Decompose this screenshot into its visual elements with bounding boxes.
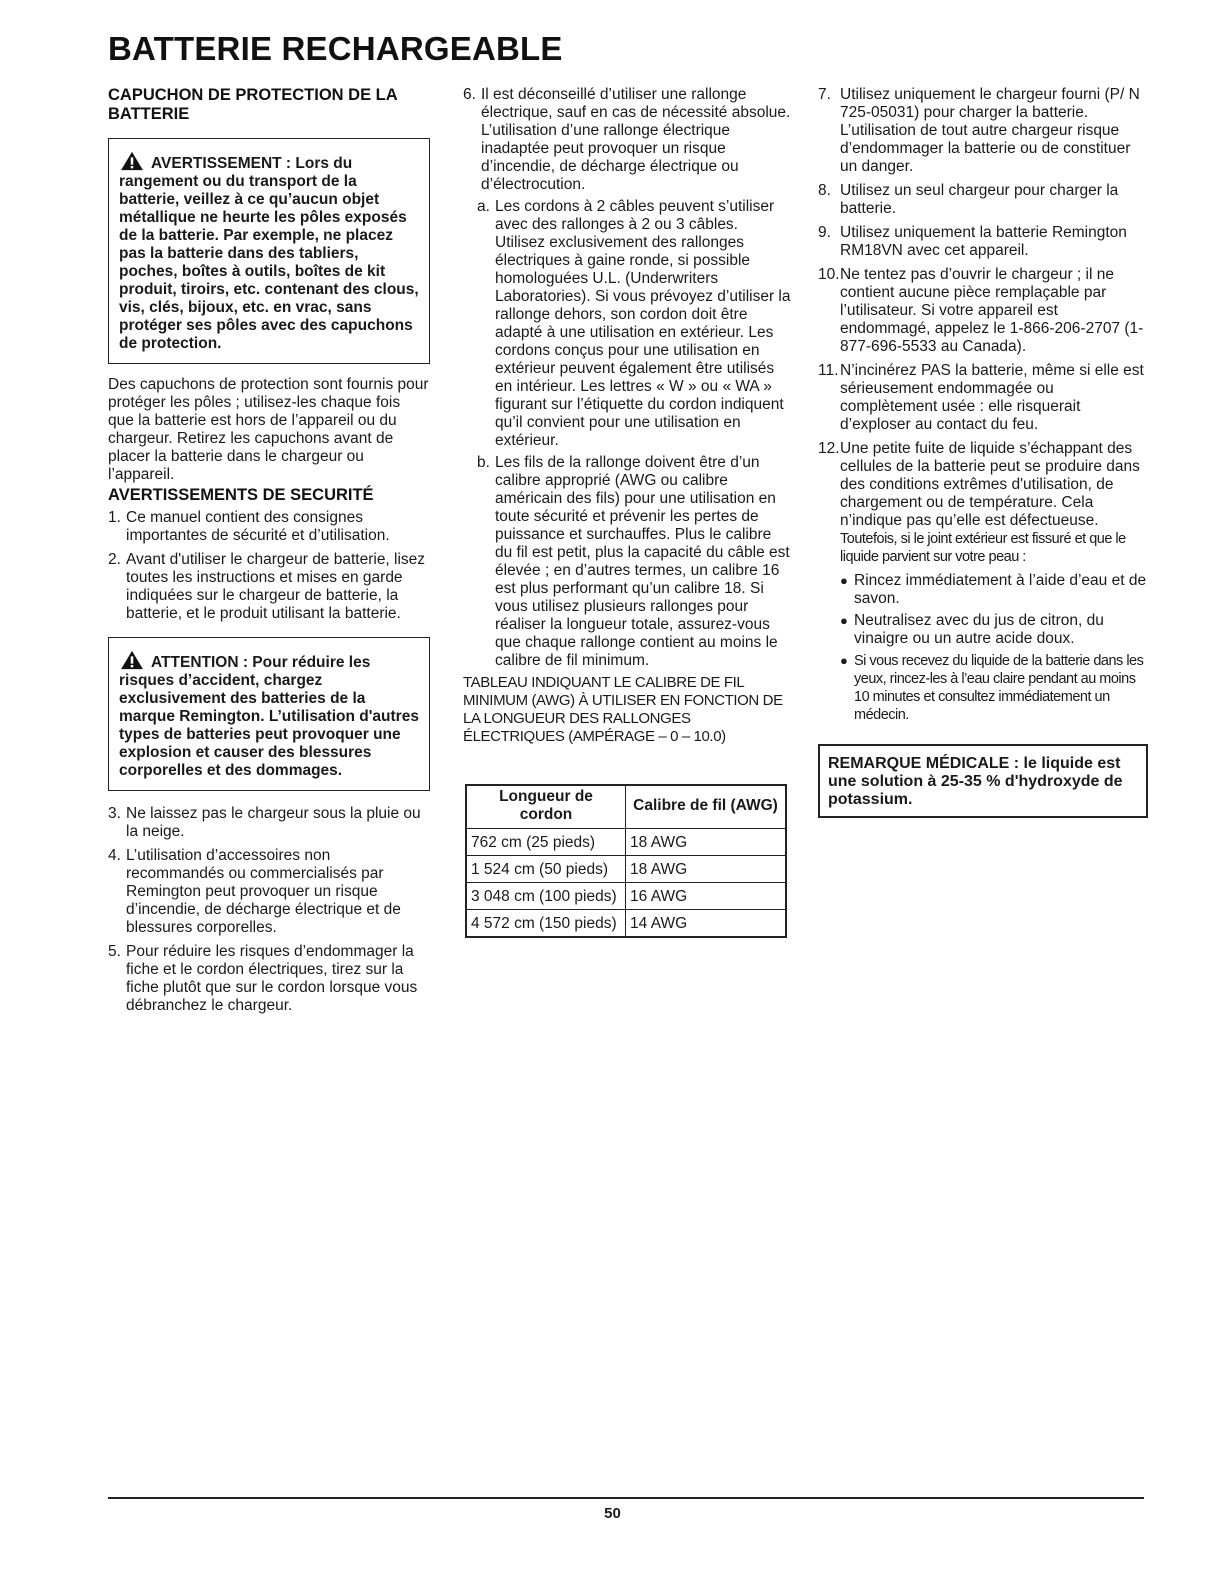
table-row [466,883,786,910]
list-item-text: N’incinérez PAS la batterie, même si elle est sérieusement endommagée ou complètement usée : elle risquerait d’exploser au contact du feu. [840,362,1144,433]
leak-text: Une petite fuite de liquide s’échappant des cellules de la batterie peut se produire dans des conditions extrêmes d'utilisation, de chargement ou de température. Cela n’indique pas qu’elle est défectueuse. [840,440,1140,529]
sub-item-a [477,198,791,450]
list-item [818,266,1148,356]
bullet-text: Si vous recevez du liquide de la batterie dans les yeux, rincez-les à l’eau claire pendant au moins 10 minutes et consultez immédiatement un médecin. [854,653,1144,723]
list-item [108,805,430,841]
list-item [818,440,1148,728]
warning-text-attention: ATTENTION : Pour réduire les risques d’accident, chargez exclusivement des batteries de la marque Remington. L’utilisation d'autres types de batteries peut provoquer une explosion et causer des blessures corporelles et des dommages. [119,654,419,779]
warning-box-storage [108,138,430,364]
list-item-number: 4. [108,847,121,864]
table-cell: 4 572 cm (150 pieds) [466,910,626,938]
page-title: BATTERIE RECHARGEABLE [108,30,563,67]
list-item [818,362,1148,434]
table-row [466,856,786,883]
list-item-text: Avant d'utiliser le chargeur de batterie, lisez toutes les instructions et mises en garde indiquées sur le chargeur de batterie, la batterie, et le produit utilisant la batterie. [126,551,426,622]
table-caption: TABLEAU INDIQUANT LE CALIBRE DE FIL MINIMUM (AWG) À UTILISER EN FONCTION DE LA LONGUEUR DES RALLONGES ÉLECTRIQUES (AMPÉRAGE – 0 – 10.0) [463,674,783,745]
sub-item-letter: b. [477,454,490,471]
warning-text-storage: AVERTISSEMENT : Lors du rangement ou du transport de la batterie, veillez à ce qu’aucun objet métallique ne heurte les pôles exposés de la batterie. Par exemple, ne placez pas la batterie dans des tabliers, poches, boîtes à outils, boîtes de kit produit, tiroirs, etc. contenant des clous, vis, clés, bijoux, etc. en vrac, sans protéger ses pôles avec des capuchons de protection. [119,155,419,352]
list-item-number: 8. [818,182,831,199]
medical-note-box: REMARQUE MÉDICALE : le liquide est une solution à 25-35 % d'hydroxyde de potassium. [818,744,1148,818]
table-cell: 16 AWG [626,883,787,910]
table-header-gauge: Calibre de fil (AWG) [626,785,787,829]
table-header-row [466,785,786,829]
list-item [108,551,430,623]
warning-triangle-icon [119,151,145,171]
list-item-text: Pour réduire les risques d’endommager la fiche et le cordon électriques, tirez sur la fiche plutôt que sur le cordon lorsque vous débranchez le chargeur. [126,943,418,1014]
table-row [466,910,786,938]
list-item [818,182,1148,218]
warning-triangle-icon [119,650,145,670]
list-item-text [840,440,1148,728]
footer-divider [108,1497,1144,1499]
safety-list-c [818,86,1148,728]
bullet-item [840,612,1148,648]
list-item-number: 10. [818,266,840,283]
table-header-length: Longueur de cordon [466,785,626,829]
list-item-text: Ne tentez pas d’ouvrir le chargeur ; il ne contient aucune pièce remplaçable par l’utilisateur. Si votre appareil est endommagé, appelez le 1-866-206-2707 (1-877-696-5533 au Canada). [840,266,1144,355]
bullet-dot-icon: ● [840,573,848,588]
table-cell: 18 AWG [626,856,787,883]
sub-item-text: Les cordons à 2 câbles peuvent s’utiliser avec des rallonges à 2 ou 3 câbles. Utilisez exclusivement des rallonges électriques à gaine ronde, si possible homologuées U.L. (Underwriters Laboratories). Si vous prévoyez d’utiliser la rallonge dehors, son cordon doit être adapté à une utilisation en extérieur. Les cordons conçus pour une utilisation en extérieur peuvent également être utilisés en intérieur. Les lettres « W » ou « WA » figurant sur l’étiquette du cordon indiquent qu’il convient pour une utilisation en extérieur. [495,198,791,449]
list-item-text: Utilisez uniquement la batterie Remington RM18VN avec cet appareil. [840,224,1127,259]
sub-item-text: Les fils de la rallonge doivent être d’un calibre approprié (AWG ou calibre américain des fils) pour une utilisation en toute sécurité et prévenir les pertes de puissance et surchauffes. Plus le calibre du fil est petit, plus la capacité du câble est élevée ; en d’autres termes, un calibre 16 est plus performant qu’un calibre 18. Si vous utilisez plusieurs rallonges pour réaliser la longueur totale, assurez-vous que chaque rallonge contient au moins le calibre de fil minimum. [495,454,790,669]
bullet-text: Neutralisez avec du jus de citron, du vinaigre ou un autre acide doux. [854,612,1104,647]
protection-cap-paragraph: Des capuchons de protection sont fournis pour protéger les pôles ; utilisez-les chaque fois que la batterie est hors de l’appareil ou du chargeur. Retirez les capuchons avant de placer la batterie dans le chargeur ou l’appareil. [108,376,429,483]
list-item-text: Il est déconseillé d’utiliser une rallonge électrique, sauf en cas de nécessité absolue. L’utilisation d’une rallonge électrique inadaptée peut provoquer un risque d’incendie, de décharge électrique ou d’électrocution. [481,86,791,193]
list-item [818,86,1148,176]
list-item [463,86,791,194]
list-item [108,847,430,937]
leak-text-condensed: Toutefois, si le joint extérieur est fissuré et que le liquide parvient sur votre peau : [840,531,1126,565]
list-item-number: 2. [108,551,121,568]
bullet-item [840,652,1148,724]
list-item [108,943,430,1015]
list-item [818,224,1148,260]
column-middle [463,86,791,938]
first-aid-bullets [840,572,1148,724]
table-row [466,829,786,856]
list-item-text: Ne laissez pas le chargeur sous la pluie ou la neige. [126,805,421,840]
section-heading-safety: AVERTISSEMENTS DE SECURITÉ [108,486,374,504]
column-left [108,86,430,1021]
safety-list-a [108,509,430,623]
list-item-number: 12. [818,440,840,457]
column-right [818,86,1148,818]
sub-item-b [477,454,791,670]
bullet-dot-icon: ● [840,653,848,668]
table-cell: 14 AWG [626,910,787,938]
section-heading-protection-cap: CAPUCHON DE PROTECTION DE LA BATTERIE [108,86,398,123]
list-item-text: Utilisez uniquement le chargeur fourni (P/ N 725-05031) pour charger la batterie. L’utilisation de tout autre chargeur risque d’endommager la batterie ou de constituer un danger. [840,86,1140,175]
table-cell: 18 AWG [626,829,787,856]
sub-item-letter: a. [477,198,490,215]
bullet-text: Rincez immédiatement à l’aide d’eau et de savon. [854,572,1147,607]
table-cell: 3 048 cm (100 pieds) [466,883,626,910]
list-item-number: 3. [108,805,121,822]
list-item-number: 6. [463,86,476,103]
warning-box-attention [108,637,430,791]
bullet-item [840,572,1148,608]
list-item-number: 1. [108,509,121,526]
page-number: 50 [604,1505,621,1522]
list-item-number: 11. [818,362,839,379]
table-cell: 1 524 cm (50 pieds) [466,856,626,883]
safety-list-b [108,805,430,1015]
table-cell: 762 cm (25 pieds) [466,829,626,856]
bullet-dot-icon: ● [840,613,848,628]
list-item-text: L’utilisation d’accessoires non recommandés ou commercialisés par Remington peut provoquer un risque d’incendie, de décharge électrique et de blessures corporelles. [126,847,401,936]
list-item-number: 9. [818,224,831,241]
list-item-number: 5. [108,943,121,960]
list-item-text: Ce manuel contient des consignes importantes de sécurité et d’utilisation. [126,509,390,544]
list-item [108,509,430,545]
list-item-number: 7. [818,86,831,103]
list-item-text: Utilisez un seul chargeur pour charger la batterie. [840,182,1119,217]
wire-gauge-table [465,784,787,938]
